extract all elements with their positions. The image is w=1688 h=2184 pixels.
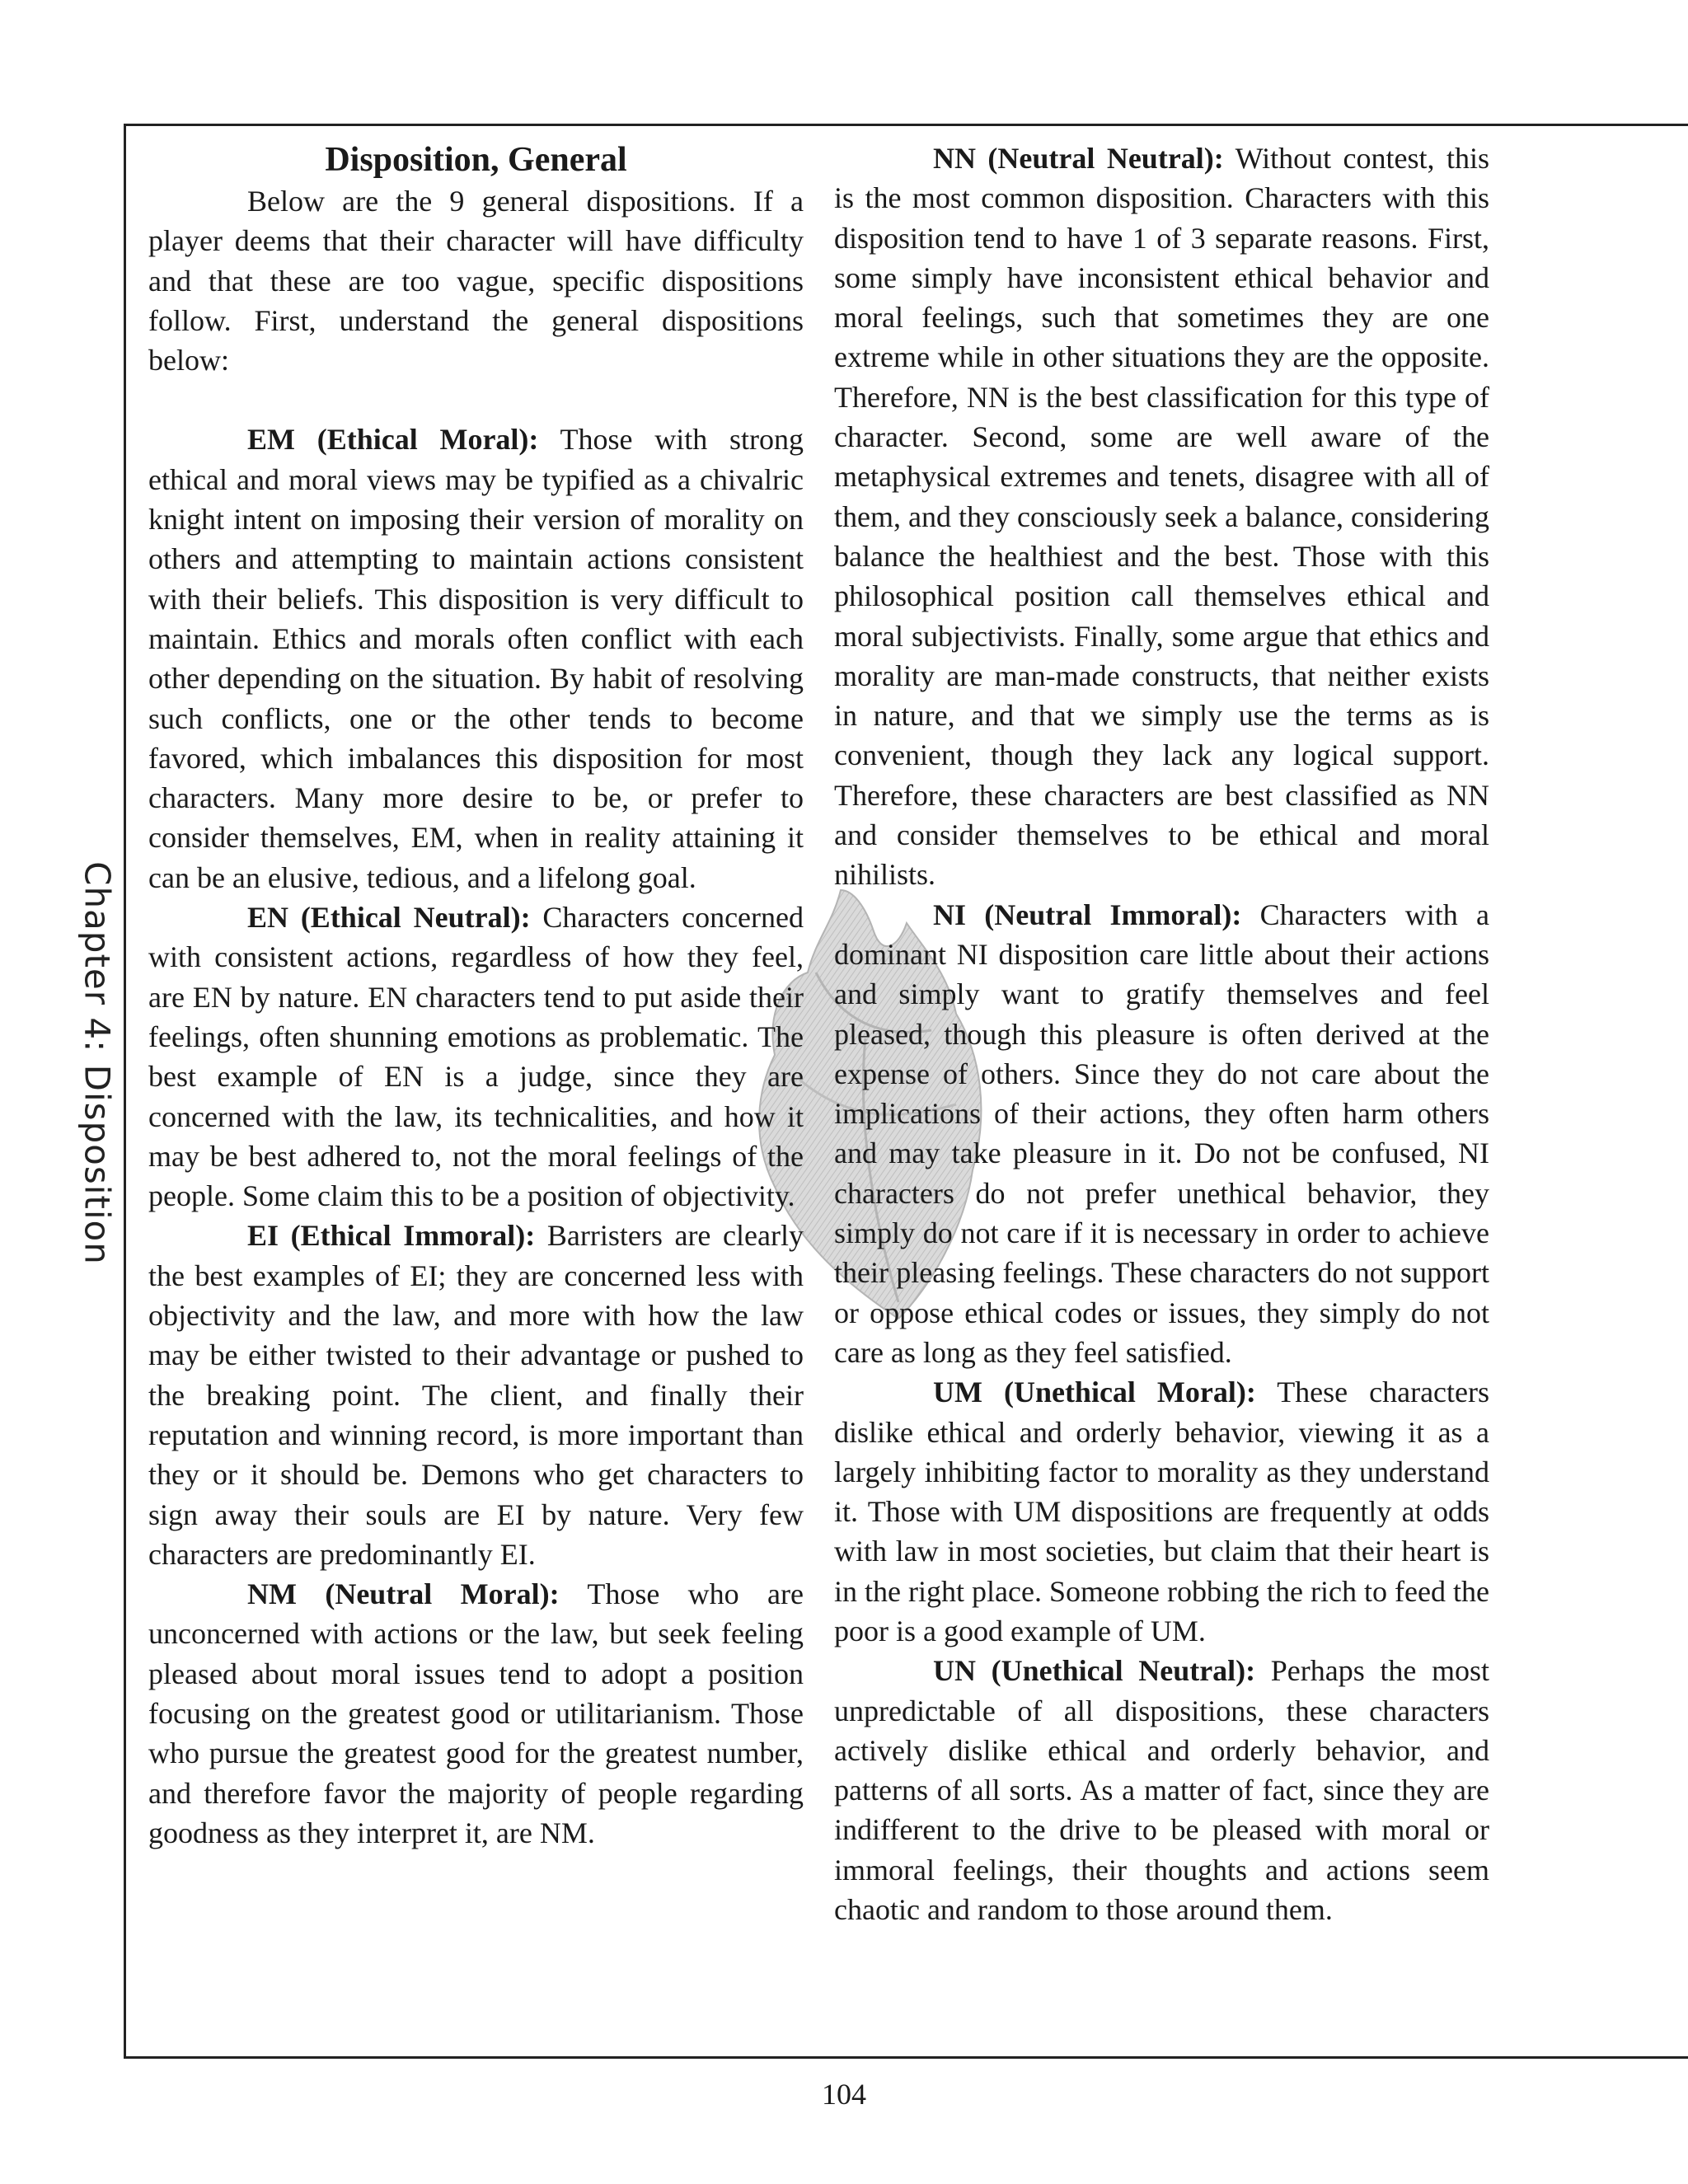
nn-paragraph (834, 138, 1489, 895)
right-column (834, 138, 1489, 1929)
un-paragraph (834, 1651, 1489, 1929)
en-text: Characters concerned with consistent actions, regardless of how they feel, are EN by nature. EN characters tend to put aside their feelings, often shunning emotions as problematic. The best example of EN is a judge, since they are concerned with the law, its technicalities, and how it may be best adhered to, not the moral feelings of the people. Some claim this to be a position of objectivity. (148, 901, 804, 1213)
page-frame-left (124, 124, 126, 2059)
em-paragraph (148, 419, 804, 898)
ei-term: EI (Ethical Immoral): (247, 1219, 536, 1253)
ni-text: Characters with a dominant NI disposition care little about their actions and simply want to gratify themselves and feel pleased, though this pleasure is often derived at the expense of others. Since they do not care about the implications of their actions, they often harm others and may take pleasure in it. Do not be confused, NI characters do not prefer unethical behavior, they simply do not care if it is necessary in order to achieve their pleasing feelings. These characters do not support or oppose ethical codes or issues, they simply do not care as long as they feel satisfied. (834, 898, 1489, 1369)
ni-paragraph (834, 895, 1489, 1373)
ni-term: NI (Neutral Immoral): (933, 898, 1242, 931)
page-number: 104 (822, 2078, 866, 2111)
page-frame-top (124, 124, 1688, 126)
um-text: These characters dislike ethical and orderly behavior, viewing it as a largely inhibiting factor to morality as they understand it. Those with UM dispositions are frequently at odds with law in most societies, but claim that their heart is in the right place. Someone robbing the rich to feed the poor is a good example of UM. (834, 1376, 1490, 1647)
un-text: Perhaps the most unpredictable of all dispositions, these characters actively dislike ethical and orderly behavior, and patterns of all sorts. As a matter of fact, since they are indifferent to the drive to be pleased with moral or immoral feelings, their thoughts and actions seem chaotic and random to those around them. (834, 1654, 1489, 1927)
nm-text: Those who are unconcerned with actions or the law, but seek feeling pleased about moral issues tend to adopt a position focusing on the greatest good or utilitarianism. Those who pursue the greatest good for the greatest number, and therefore favor the majority of people regarding goodness as they interpret it, are NM. (148, 1577, 804, 1849)
un-term: UN (Unethical Neutral): (933, 1654, 1256, 1688)
nn-text: Without contest, this is the most common disposition. Characters with this disposition tend to have 1 of 3 separate reasons. First, some simply have inconsistent ethical behavior and moral feelings, such that sometimes they are one extreme while in other situations they are the opposite. Therefore, NN is the best classification for this type of character. Second, some are well aware of the metaphysical extremes and tenets, disagree with all of them, and they consciously seek a balance, considering balance the healthiest and the best. Those with this philosophical position call themselves ethical and moral subjectivists. Finally, some argue that ethics and morality are man-made constructs, that neither exists in nature, and that we simply use the terms as is convenient, though they lack any logical support. Therefore, these characters are best classified as NN and consider themselves to be ethical and moral nihilists. (834, 142, 1489, 892)
em-text: Those with strong ethical and moral views may be typified as a chivalric knight intent on imposing their version of morality on others and attempting to maintain actions consistent with their beliefs. This disposition is very difficult to maintain. Ethics and morals often conflict with each other depending on the situation. By habit of resolving such conflicts, one or the other tends to become favored, which imbalances this disposition for most characters. Many more desire to be, or prefer to consider themselves, EM, when in reality attaining it can be an elusive, tedious, and a lifelong goal. (148, 423, 804, 894)
um-paragraph (834, 1372, 1489, 1651)
en-paragraph (148, 898, 804, 1216)
um-term: UM (Unethical Moral): (933, 1376, 1256, 1409)
nn-term: NN (Neutral Neutral): (933, 142, 1224, 175)
ei-text: Barristers are clearly the best examples of EI; they are concerned less with objectivity and the law, and more with how the law may be either twisted to their advantage or pushed to the breaking point. The client, and finally their reputation and winning record, is more important than they or it should be. Demons who get characters to sign away their souls are EI by nature. Very few characters are predominantly EI. (148, 1219, 804, 1571)
intro-paragraph: Below are the 9 general dispositions. If a player deems that their character will have difficulty and that these are too vague, specific dispositions follow. First, understand the general dispositions below: (148, 185, 804, 377)
section-heading: Disposition, General (325, 141, 627, 179)
nm-paragraph (148, 1574, 804, 1853)
chapter-side-label: Chapter 4: Disposition (77, 861, 118, 1265)
ei-paragraph (148, 1216, 804, 1574)
nm-term: NM (Neutral Moral): (247, 1577, 560, 1611)
em-term: EM (Ethical Moral): (247, 423, 539, 457)
left-column (148, 138, 804, 1853)
en-term: EN (Ethical Neutral): (247, 901, 531, 935)
page-frame-bottom (124, 2056, 1688, 2059)
